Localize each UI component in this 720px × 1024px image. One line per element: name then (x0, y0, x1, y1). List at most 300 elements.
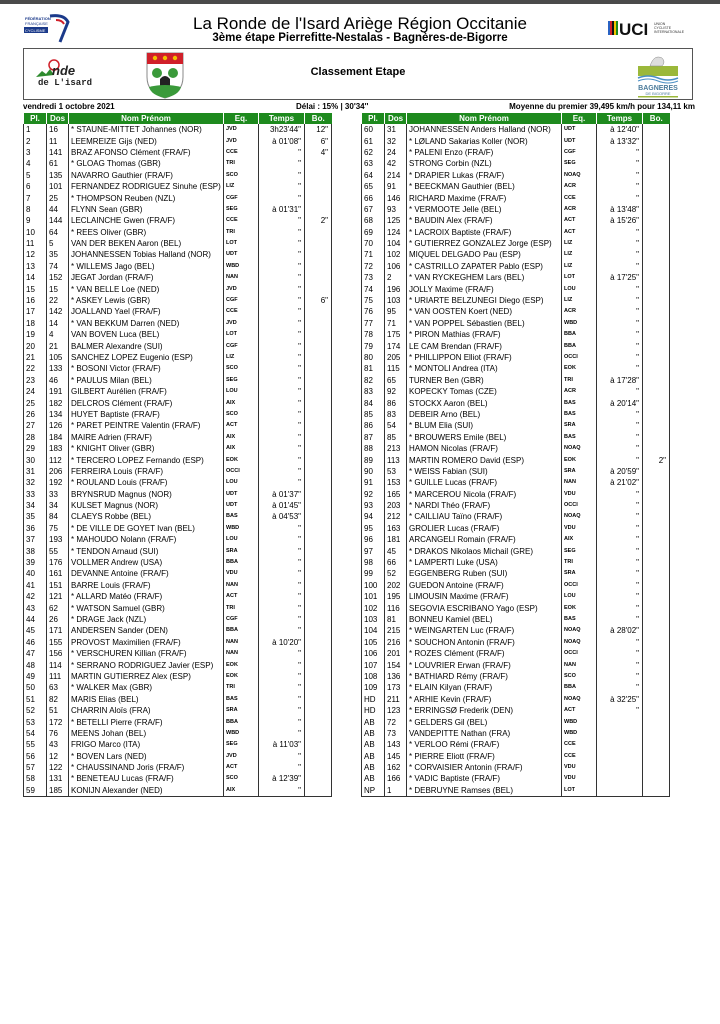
cell-name: * LOUVRIER Erwan (FRA/F) (407, 659, 562, 670)
cell-name: * BOVEN Lars (NED) (69, 750, 224, 761)
cell-name: MARTIN GUTIERREZ Alex (ESP) (69, 671, 224, 682)
cell-name: * VERMOOTE Jelle (BEL) (407, 204, 562, 215)
cell-bonus: 4" (305, 147, 332, 158)
table-row (362, 340, 670, 351)
cell-bib: 195 (385, 591, 407, 602)
cell-bonus (643, 397, 670, 408)
cell-bib: 31 (385, 124, 407, 135)
cell-place: 102 (362, 602, 385, 613)
cell-place: 42 (24, 591, 47, 602)
cell-team: LOU (562, 591, 597, 602)
table-row (24, 135, 332, 146)
table-row (24, 500, 332, 511)
cell-name: * BATHIARD Rémy (FRA/F) (407, 671, 562, 682)
cell-team: ACT (224, 591, 259, 602)
cell-place: 104 (362, 625, 385, 636)
cell-place: 8 (24, 204, 47, 215)
cell-time: " (259, 454, 305, 465)
cell-team: SCO (224, 170, 259, 181)
cell-time: à 17'25" (597, 272, 643, 283)
cell-bonus (305, 694, 332, 705)
cell-bib: 152 (47, 272, 69, 283)
cell-bib: 182 (47, 397, 69, 408)
cell-name: EGGENBERG Ruben (SUI) (407, 568, 562, 579)
cell-place: 97 (362, 545, 385, 556)
cell-bonus (305, 511, 332, 522)
cell-bib: 84 (47, 511, 69, 522)
cell-bonus (643, 352, 670, 363)
cell-team: OCCI (562, 352, 597, 363)
cell-place: 63 (362, 158, 385, 169)
table-row (362, 466, 670, 477)
cell-name: JOHANNESSEN Tobias Halland (NOR) (69, 249, 224, 260)
cell-bib: 33 (47, 489, 69, 500)
cell-name: * BROUWERS Emile (BEL) (407, 432, 562, 443)
cell-place: AB (362, 762, 385, 773)
cell-bib: 45 (385, 545, 407, 556)
cell-time: " (259, 705, 305, 716)
cell-time: " (259, 340, 305, 351)
table-header-row (24, 113, 332, 124)
cell-time: à 28'02" (597, 625, 643, 636)
cell-place: 9 (24, 215, 47, 226)
cell-bib: 34 (47, 500, 69, 511)
cell-place: 84 (362, 397, 385, 408)
cell-bonus (305, 227, 332, 238)
table-row (24, 625, 332, 636)
cell-team: NAN (562, 659, 597, 670)
cell-name: JOALLAND Yael (FRA/F) (69, 306, 224, 317)
table-row (362, 124, 670, 135)
cell-bonus: 12" (305, 124, 332, 135)
table-row (362, 591, 670, 602)
cell-bonus (305, 466, 332, 477)
cell-name: FERREIRA Louis (FRA/F) (69, 466, 224, 477)
cell-team: NOAQ (562, 637, 597, 648)
cell-bib: 185 (47, 785, 69, 797)
cell-time: " (597, 170, 643, 181)
cell-place: 28 (24, 432, 47, 443)
cell-bib: 141 (47, 147, 69, 158)
table-row (362, 363, 670, 374)
cell-team: LOT (562, 785, 597, 797)
table-row (362, 602, 670, 613)
cell-name: * GLOAG Thomas (GBR) (69, 158, 224, 169)
cell-time: " (597, 192, 643, 203)
cell-team: OCCI (562, 500, 597, 511)
cell-bib: 61 (47, 158, 69, 169)
cell-place: 107 (362, 659, 385, 670)
cell-team: VDU (224, 568, 259, 579)
cell-bib: 16 (47, 124, 69, 135)
cell-name: * BAUDIN Alex (FRA/F) (407, 215, 562, 226)
cell-bib: 184 (47, 432, 69, 443)
cell-bib: 196 (385, 283, 407, 294)
cell-time (597, 716, 643, 727)
cell-bib: 2 (385, 272, 407, 283)
cell-bonus (643, 625, 670, 636)
table-row (24, 534, 332, 545)
cell-bonus (305, 671, 332, 682)
table-row (362, 728, 670, 739)
cell-bonus (643, 363, 670, 374)
cell-team: WBD (224, 728, 259, 739)
cell-bonus (305, 785, 332, 797)
cell-name: * DEBRUYNE Ramses (BEL) (407, 785, 562, 797)
cell-name: BALMER Alexandre (SUI) (69, 340, 224, 351)
cell-bib: 11 (47, 135, 69, 146)
cell-time: " (597, 249, 643, 260)
table-row (24, 318, 332, 329)
cell-bib: 183 (47, 443, 69, 454)
cell-time: " (259, 432, 305, 443)
cell-time: à 20'14" (597, 397, 643, 408)
cell-bonus (305, 534, 332, 545)
col-header-place: Pl. (24, 113, 47, 124)
cell-bonus (305, 739, 332, 750)
cell-bonus (643, 283, 670, 294)
cell-team: ACT (562, 705, 597, 716)
cell-time: " (597, 682, 643, 693)
bagneres-logo-icon (632, 52, 684, 98)
table-row (24, 739, 332, 750)
cell-bib: 161 (47, 568, 69, 579)
cell-time: " (259, 192, 305, 203)
cell-bonus (643, 682, 670, 693)
cell-name: * URIARTE BELZUNEGI Diego (ESP) (407, 295, 562, 306)
cell-name: LE CAM Brendan (FRA/F) (407, 340, 562, 351)
cell-name: LEEMREIZE Gijs (NED) (69, 135, 224, 146)
cell-bonus (305, 329, 332, 340)
cell-name: * KNIGHT Oliver (GBR) (69, 443, 224, 454)
cell-place: 91 (362, 477, 385, 488)
cell-bib: 15 (47, 283, 69, 294)
cell-name: * SOUCHON Antonin (FRA/F) (407, 637, 562, 648)
cell-name: * CASTRILLO ZAPATER Pablo (ESP) (407, 261, 562, 272)
cell-time: " (259, 671, 305, 682)
table-row (362, 500, 670, 511)
cell-place: 22 (24, 363, 47, 374)
cell-name: * GUTIERREZ GONZALEZ Jorge (ESP) (407, 238, 562, 249)
cell-time: à 32'25" (597, 694, 643, 705)
cell-bonus (305, 386, 332, 397)
cell-bonus (305, 352, 332, 363)
cell-team: UDT (224, 249, 259, 260)
cell-place: 106 (362, 648, 385, 659)
cell-bonus (305, 545, 332, 556)
cell-time: à 15'26" (597, 215, 643, 226)
cell-team: LIZ (562, 261, 597, 272)
table-row (24, 705, 332, 716)
cell-bib: 91 (385, 181, 407, 192)
cell-bonus (643, 409, 670, 420)
cell-team: LOT (224, 238, 259, 249)
cell-place: 90 (362, 466, 385, 477)
cell-team: AIX (224, 785, 259, 797)
cell-name: * ELAIN Kilyan (FRA/F) (407, 682, 562, 693)
cell-bonus (305, 773, 332, 784)
table-row (362, 227, 670, 238)
col-header-time: Temps (259, 113, 305, 124)
cell-team: ACT (224, 420, 259, 431)
cell-place: 96 (362, 534, 385, 545)
table-row (362, 682, 670, 693)
cell-bonus (305, 659, 332, 670)
cell-time: " (259, 227, 305, 238)
cell-team: SEG (224, 204, 259, 215)
cell-bonus (643, 135, 670, 146)
cell-bib: 213 (385, 443, 407, 454)
cell-name: * DRAPIER Lukas (FRA/F) (407, 170, 562, 181)
cell-team: NAN (224, 648, 259, 659)
table-row (362, 318, 670, 329)
cell-time: " (597, 614, 643, 625)
cell-name: * LAMPERTI Luke (USA) (407, 557, 562, 568)
cell-bib: 54 (385, 420, 407, 431)
cell-team: TRI (224, 227, 259, 238)
table-row (362, 523, 670, 534)
cell-name: * VADIC Baptiste (FRA/F) (407, 773, 562, 784)
classification-title: Classement Etape (310, 66, 406, 78)
cell-time: " (597, 432, 643, 443)
cell-bonus (643, 329, 670, 340)
cell-time: " (259, 261, 305, 272)
cell-team: LOU (224, 386, 259, 397)
cell-bonus (643, 489, 670, 500)
cell-name: * WATSON Samuel (GBR) (69, 602, 224, 613)
table-row (24, 580, 332, 591)
cell-place: 49 (24, 671, 47, 682)
cell-bonus (643, 580, 670, 591)
cell-team: AIX (224, 397, 259, 408)
cell-bib: 123 (385, 705, 407, 716)
cell-team: ACR (562, 181, 597, 192)
cell-place: 44 (24, 614, 47, 625)
table-row (362, 238, 670, 249)
cell-bonus (643, 158, 670, 169)
cell-bonus (643, 147, 670, 158)
cell-bonus (305, 477, 332, 488)
cell-place: 87 (362, 432, 385, 443)
cell-bib: 133 (47, 363, 69, 374)
cell-name: * WILLEMS Jago (BEL) (69, 261, 224, 272)
cell-place: HD (362, 694, 385, 705)
cell-time: " (259, 306, 305, 317)
table-row (362, 147, 670, 158)
cell-place: 56 (24, 750, 47, 761)
cell-bib: 73 (385, 728, 407, 739)
cell-time: " (259, 750, 305, 761)
cell-name: * BEECKMAN Gauthier (BEL) (407, 181, 562, 192)
cell-team: EOK (562, 363, 597, 374)
cell-team: SEG (562, 545, 597, 556)
cell-team: SRA (562, 420, 597, 431)
cell-bonus (305, 602, 332, 613)
cell-name: KOPECKY Tomas (CZE) (407, 386, 562, 397)
cell-bonus (305, 614, 332, 625)
table-row (24, 671, 332, 682)
cell-team: SRA (224, 705, 259, 716)
cell-bonus (305, 568, 332, 579)
cell-time: " (259, 568, 305, 579)
svg-text:INTERNATIONALE: INTERNATIONALE (654, 30, 685, 34)
table-row (24, 637, 332, 648)
cell-team: CGF (224, 295, 259, 306)
cell-bonus (305, 523, 332, 534)
cell-place: 46 (24, 637, 47, 648)
table-row (362, 716, 670, 727)
svg-text:FÉDÉRATION: FÉDÉRATION (25, 16, 51, 21)
cell-team: SRA (224, 545, 259, 556)
cell-bib: 162 (385, 762, 407, 773)
cell-place: 82 (362, 375, 385, 386)
cell-name: * THOMPSON Reuben (NZL) (69, 192, 224, 203)
cell-bib: 135 (47, 170, 69, 181)
cell-bib: 201 (385, 648, 407, 659)
table-row (24, 170, 332, 181)
cell-place: 36 (24, 523, 47, 534)
cell-time: " (597, 318, 643, 329)
cell-place: 51 (24, 694, 47, 705)
table-row (24, 124, 332, 135)
cell-bib: 21 (47, 340, 69, 351)
cell-place: 92 (362, 489, 385, 500)
cell-time: " (597, 523, 643, 534)
cell-team: CGF (224, 614, 259, 625)
table-row (362, 671, 670, 682)
cell-bib: 114 (47, 659, 69, 670)
cell-bonus: 2" (305, 215, 332, 226)
cell-bonus (305, 340, 332, 351)
cell-bonus (643, 204, 670, 215)
table-row (24, 397, 332, 408)
cell-time: " (597, 705, 643, 716)
cell-place: 48 (24, 659, 47, 670)
cell-team: TRI (224, 682, 259, 693)
cell-team: LOU (562, 283, 597, 294)
cell-place: 18 (24, 318, 47, 329)
cell-bib: 206 (47, 466, 69, 477)
cell-place: 79 (362, 340, 385, 351)
cell-name: FERNANDEZ RODRIGUEZ Sinuhe (ESP) (69, 181, 224, 192)
cell-name: FLYNN Sean (GBR) (69, 204, 224, 215)
cell-place: 1 (24, 124, 47, 135)
cell-bonus (305, 432, 332, 443)
cell-place: AB (362, 750, 385, 761)
cell-place: 21 (24, 352, 47, 363)
cell-place: 24 (24, 386, 47, 397)
cell-bonus (643, 523, 670, 534)
cell-name: VOLLMER Andrew (USA) (69, 557, 224, 568)
cell-team: VDU (562, 762, 597, 773)
svg-text:UCI: UCI (619, 20, 649, 39)
cell-time: " (597, 602, 643, 613)
cell-bonus (305, 762, 332, 773)
table-row (24, 272, 332, 283)
cell-bib: 103 (385, 295, 407, 306)
cell-bonus (305, 283, 332, 294)
top-border (0, 0, 720, 4)
cell-time (597, 739, 643, 750)
cell-name: BARRE Louis (FRA/F) (69, 580, 224, 591)
cell-bib: 192 (47, 477, 69, 488)
cell-name: * WEINGARTEN Luc (FRA/F) (407, 625, 562, 636)
cell-name: * BLUM Elia (SUI) (407, 420, 562, 431)
cell-time: " (259, 625, 305, 636)
cell-time: " (597, 557, 643, 568)
svg-text:CYCLISTE: CYCLISTE (654, 26, 672, 30)
cell-time: " (597, 147, 643, 158)
cell-time: " (259, 181, 305, 192)
cell-place: 10 (24, 227, 47, 238)
table-row (24, 648, 332, 659)
cell-bib: 143 (385, 739, 407, 750)
cell-name: * PIRON Mathias (FRA/F) (407, 329, 562, 340)
cell-place: 13 (24, 261, 47, 272)
cell-bonus: 2" (643, 454, 670, 465)
cell-name: * TENDON Arnaud (SUI) (69, 545, 224, 556)
cell-place: 20 (24, 340, 47, 351)
cell-team: JVD (224, 318, 259, 329)
cell-bib: 92 (385, 386, 407, 397)
cell-bonus (643, 386, 670, 397)
cell-bonus (305, 238, 332, 249)
table-row (24, 602, 332, 613)
cell-team: EOK (562, 602, 597, 613)
svg-text:UNION: UNION (654, 22, 666, 26)
cell-time: " (597, 534, 643, 545)
cell-name: * REES Oliver (GBR) (69, 227, 224, 238)
col-header-bib: Dos (385, 113, 407, 124)
table-row (24, 192, 332, 203)
cell-time (597, 750, 643, 761)
cell-team: CGF (562, 147, 597, 158)
cell-bonus (643, 728, 670, 739)
cell-team: OCCI (562, 648, 597, 659)
cell-bonus: 6" (305, 295, 332, 306)
cell-bib: 131 (47, 773, 69, 784)
table-row (362, 295, 670, 306)
cell-place: 38 (24, 545, 47, 556)
table-row (362, 386, 670, 397)
cell-bib: 154 (385, 659, 407, 670)
cell-team: EOK (224, 671, 259, 682)
cell-time: " (259, 397, 305, 408)
table-row (362, 557, 670, 568)
cell-team: LIZ (562, 295, 597, 306)
table-row (362, 648, 670, 659)
cell-team: CCE (224, 215, 259, 226)
cell-bonus (305, 170, 332, 181)
cell-place: 85 (362, 409, 385, 420)
cell-bib: 153 (385, 477, 407, 488)
cell-bib: 93 (385, 204, 407, 215)
svg-text:BAGNERES: BAGNERES (638, 85, 678, 92)
cell-time: " (259, 648, 305, 659)
cell-name: KULSET Magnus (NOR) (69, 500, 224, 511)
cell-bib: 176 (47, 557, 69, 568)
cell-team: LIZ (224, 181, 259, 192)
cell-place: AB (362, 773, 385, 784)
cell-bonus (305, 306, 332, 317)
cell-bonus (643, 215, 670, 226)
cell-bonus (305, 750, 332, 761)
cell-time: à 01'08" (259, 135, 305, 146)
svg-text:CYCLISME: CYCLISME (25, 28, 46, 33)
col-header-time: Temps (597, 113, 643, 124)
cell-time: " (597, 489, 643, 500)
cell-team: NOAQ (562, 511, 597, 522)
